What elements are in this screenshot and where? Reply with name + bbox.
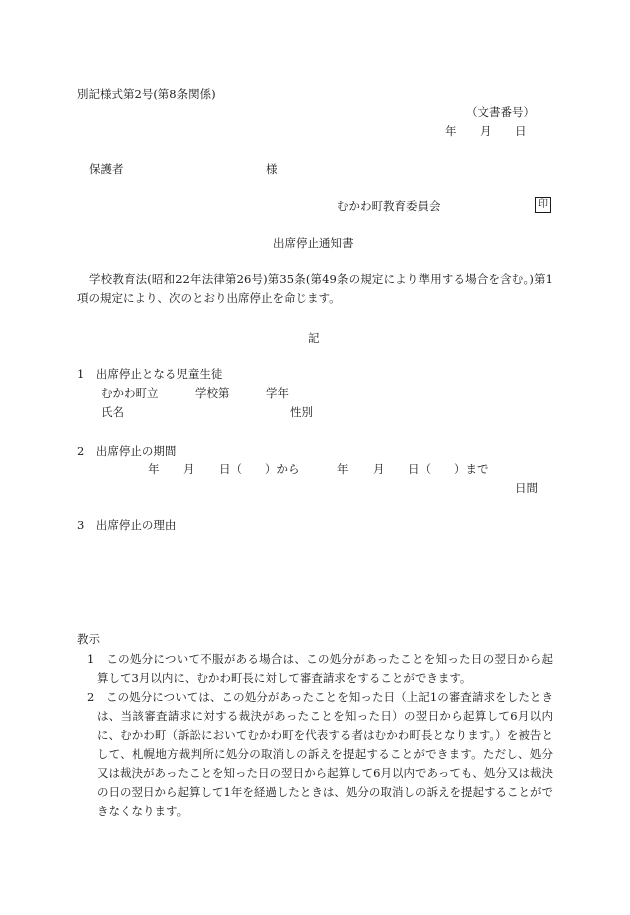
recipient-honorific: 様 [266,162,278,176]
section2-heading: 2 出席停止の期間 [77,444,177,458]
ki-marker: 記 [308,331,320,345]
body-paragraph: 学校教育法(昭和22年法律第26号)第35条(第49条の規定により準用する場合を含む。)第1項の規定により、次のとおり出席停止を命じます。 [77,272,553,305]
issuer-name: むかわ町教育委員会 [337,199,441,213]
notice-item-2: 2 この処分については、この処分があったことを知った日（上記1の審査請求をしたときは、当該審査請求に対する裁決があったことを知った日）の翌日から起算して6月以内に、むかわ町（訴訟においてむかわ町を代表する者はむかわ町長となります。）を被告として、札幌地方裁判所に処分の取消しの訴えを提起することができます。ただし、処分又は裁決があったことを知った日の翌日から起算して6月以内であっても、処分又は裁決の日の翌日から起算して1年を経過したときは、処分の取消しの訴えを提起することができなくなります。 [87,690,553,818]
section1-heading: 1 出席停止となる児童生徒 [77,367,223,381]
days-label: 日間 [515,481,538,495]
section3-heading: 3 出席停止の理由 [77,518,177,532]
school-town: むかわ町立 [101,386,159,400]
date-month: 月 [480,124,492,138]
date-year: 年 [445,124,457,138]
gender-label: 性別 [290,405,313,419]
to-day: 日（ ）まで [408,462,489,476]
seal-mark: 印 [535,197,551,213]
grade-label: 学年 [266,386,289,400]
school-label: 学校第 [195,386,230,400]
notice-item-1: 1 この処分について不服がある場合は、この処分があったことを知った日の翌日から起算して3月以内に、むかわ町長に対して審査請求をすることができます。 [87,652,553,685]
student-name-label: 氏名 [101,405,124,419]
document-number: （文書番号） [466,105,535,119]
to-month: 月 [373,462,385,476]
form-label: 別記様式第2号(第8条関係) [77,87,216,101]
date-day: 日 [515,124,527,138]
from-day: 日（ ）から [219,462,300,476]
from-year: 年 [148,462,160,476]
to-year: 年 [337,462,349,476]
recipient-label: 保護者 [89,162,124,176]
from-month: 月 [183,462,195,476]
document-title: 出席停止通知書 [273,236,354,250]
notice-heading: 教示 [77,632,100,646]
